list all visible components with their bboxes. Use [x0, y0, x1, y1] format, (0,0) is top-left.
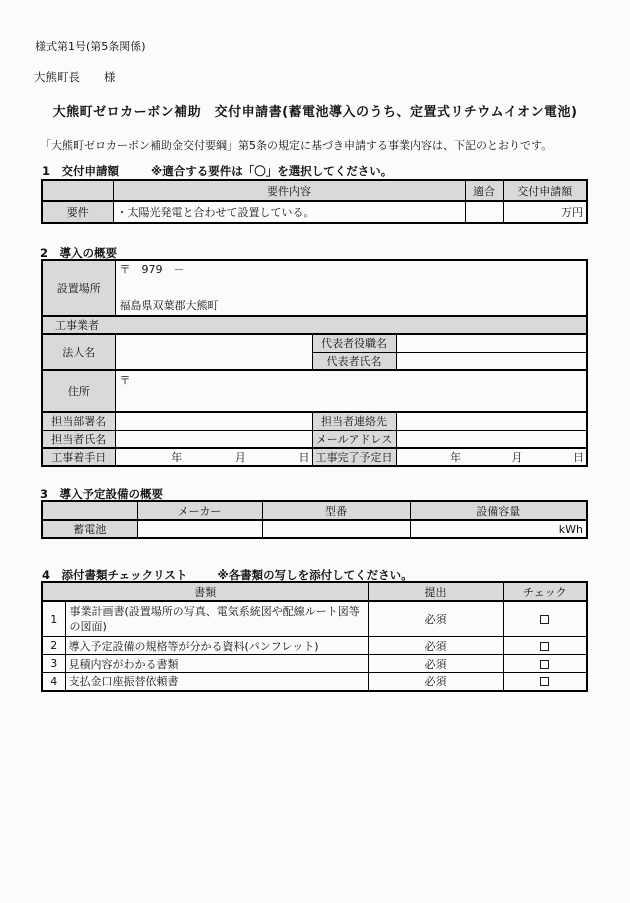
end-year-label: 年: [450, 451, 462, 464]
checklist-row: [42, 601, 587, 637]
planned-equipment-table: [41, 500, 588, 539]
grant-amount-input-cell[interactable]: 万円: [503, 201, 587, 223]
row-number: 1: [42, 601, 65, 637]
install-address-blank-line[interactable]: [120, 279, 583, 297]
equipment-header-blank: [42, 501, 137, 520]
requirement-row-label: 要件: [42, 201, 113, 223]
checklist-row: [42, 655, 587, 673]
check-header: チェック: [503, 582, 587, 601]
end-month-label: 月: [511, 451, 523, 464]
person-label: 担当者氏名: [42, 430, 115, 448]
contractor-band: 工事業者: [42, 316, 587, 334]
doc-name: 見積内容がわかる書類: [65, 655, 368, 673]
fit-select-cell[interactable]: [465, 201, 503, 223]
docs-header: 書類: [42, 582, 368, 601]
start-date-label: 工事着手日: [42, 448, 115, 466]
checkbox-icon[interactable]: [540, 642, 549, 651]
start-day-label: 日: [298, 451, 310, 464]
check-cell[interactable]: [503, 655, 587, 673]
attachment-checklist-table: [41, 581, 588, 692]
address-postal-mark: 〒: [119, 374, 131, 387]
corp-name-input-cell[interactable]: [115, 334, 312, 370]
rep-name-label: 代表者氏名: [312, 352, 396, 370]
checklist-row: [42, 673, 587, 691]
maker-header: メーカー: [137, 501, 262, 520]
form-code: 様式第1号(第5条関係): [35, 40, 146, 53]
checkbox-icon[interactable]: [540, 660, 549, 669]
section4-heading-label: 4 添付書類チェックリスト: [42, 568, 188, 582]
row-number: 4: [42, 673, 65, 691]
model-header: 型番: [262, 501, 410, 520]
submit-requirement: 必須: [368, 655, 503, 673]
row-number: 2: [42, 637, 65, 655]
submit-requirement: 必須: [368, 601, 503, 637]
end-day-label: 日: [573, 451, 585, 464]
section3-heading: 3 導入予定設備の概要: [40, 487, 164, 501]
rep-title-label: 代表者役職名: [312, 334, 396, 352]
grant-amount-header: 交付申請額: [503, 180, 587, 201]
checkbox-icon[interactable]: [540, 677, 549, 686]
rep-name-input-cell[interactable]: [396, 352, 587, 370]
capacity-input-cell[interactable]: kWh: [410, 520, 587, 538]
checkbox-icon[interactable]: [540, 615, 549, 624]
checklist-row: [42, 637, 587, 655]
doc-name: 導入予定設備の規格等が分かる資料(パンフレット): [65, 637, 368, 655]
check-cell[interactable]: [503, 673, 587, 691]
email-label: メールアドレス: [312, 430, 396, 448]
section4-note: ※各書類の写しを添付してください。: [217, 568, 413, 582]
email-input-cell[interactable]: [396, 430, 587, 448]
contact-input-cell[interactable]: [396, 412, 587, 430]
requirement-content-cell: ・太陽光発電と合わせて設置している。: [113, 201, 465, 223]
doc-name: 事業計画書(設置場所の写真、電気系統図や配線ルート図等の図面): [65, 601, 368, 637]
submit-header: 提出: [368, 582, 503, 601]
start-year-label: 年: [171, 451, 183, 464]
end-date-label: 工事完了予定日: [312, 448, 396, 466]
check-cell[interactable]: [503, 637, 587, 655]
addressee-honorific: 様: [104, 70, 116, 84]
address-input-cell[interactable]: [115, 370, 587, 412]
corp-name-label: 法人名: [42, 334, 115, 370]
install-location-input-cell[interactable]: [115, 260, 587, 316]
requirement-header-blank: [42, 180, 113, 201]
start-month-label: 月: [234, 451, 246, 464]
row-number: 3: [42, 655, 65, 673]
section1-heading-label: 1 交付申請額: [42, 164, 120, 178]
grant-amount-table: [41, 179, 588, 224]
battery-row-label: 蓄電池: [42, 520, 137, 538]
install-address-value: 福島県双葉郡大熊町: [119, 299, 219, 312]
section2-heading: 2 導入の概要: [40, 246, 118, 260]
dept-input-cell[interactable]: [115, 412, 312, 430]
capacity-header: 設備容量: [410, 501, 587, 520]
maker-input-cell[interactable]: [137, 520, 262, 538]
rep-title-input-cell[interactable]: [396, 334, 587, 352]
addressee-name: 大熊町長: [34, 70, 80, 84]
requirement-content-header: 要件内容: [113, 180, 465, 201]
fit-header: 適合: [465, 180, 503, 201]
submit-requirement: 必須: [368, 637, 503, 655]
person-input-cell[interactable]: [115, 430, 312, 448]
model-input-cell[interactable]: [262, 520, 410, 538]
installation-overview-table: [41, 259, 588, 467]
intro-text: 「大熊町ゼロカーボン補助金交付要綱」第5条の規定に基づき申請する事業内容は、下記のとおりです。: [40, 139, 553, 152]
install-location-label: 設置場所: [42, 260, 115, 316]
start-date-input-cell[interactable]: [115, 448, 312, 466]
address-label: 住所: [42, 370, 115, 412]
addressee-line: [34, 69, 116, 85]
end-date-input-cell[interactable]: [396, 448, 587, 466]
install-postal-prefix: 〒 979 －: [119, 263, 185, 276]
section1-note: ※適合する要件は「〇」を選択してください。: [151, 164, 393, 178]
doc-name: 支払金口座振替依頼書: [65, 673, 368, 691]
dept-label: 担当部署名: [42, 412, 115, 430]
section1-heading: [42, 163, 392, 179]
page-title: 大熊町ゼロカーボン補助 交付申請書(蓄電池導入のうち、定置式リチウムイオン電池): [52, 105, 578, 120]
submit-requirement: 必須: [368, 673, 503, 691]
contact-label: 担当者連絡先: [312, 412, 396, 430]
check-cell[interactable]: [503, 601, 587, 637]
